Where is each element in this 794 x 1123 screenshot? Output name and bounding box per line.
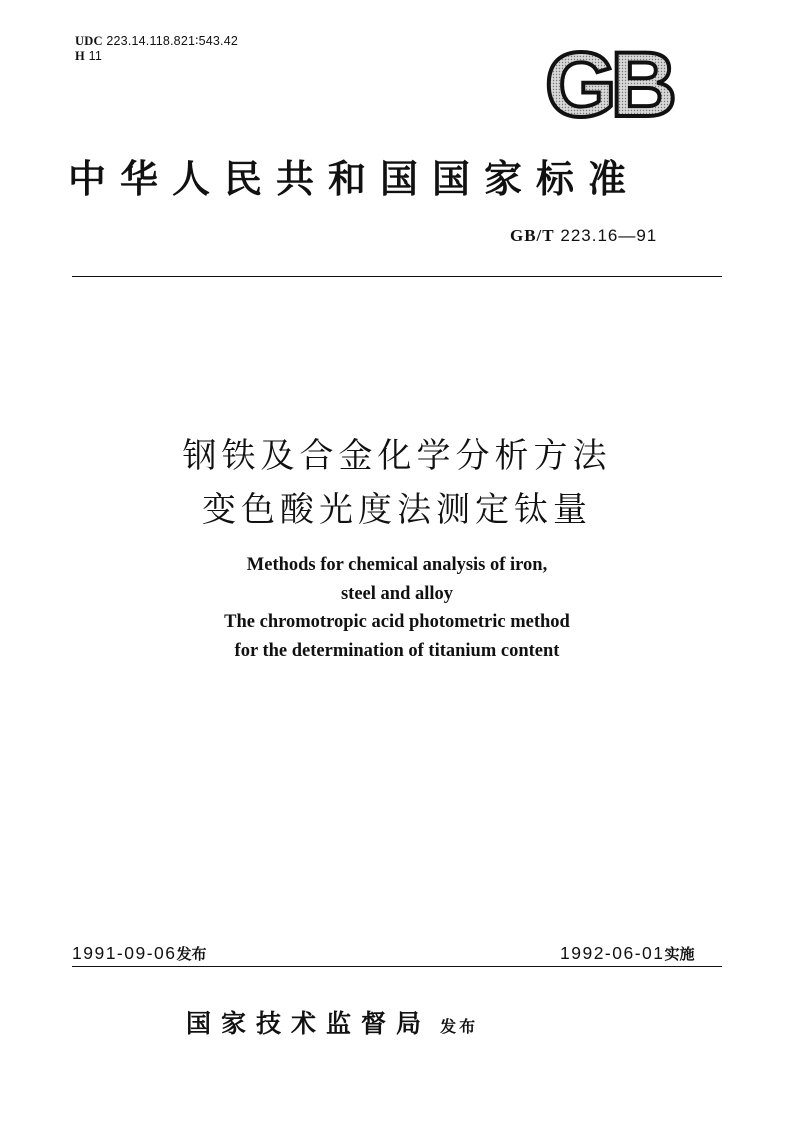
issued-date-block <box>72 943 207 964</box>
issuer-organization: 国家技术监督局 <box>186 1009 432 1038</box>
english-title-line-1: Methods for chemical analysis of iron, <box>246 555 548 575</box>
english-title-line-3: The chromotropic acid photometric method <box>224 612 570 632</box>
effective-label: 实施 <box>664 945 695 963</box>
chinese-title-line-1: 钢铁及合金化学分析方法 <box>182 436 612 476</box>
h-line <box>75 49 238 64</box>
effective-date-block <box>560 943 695 964</box>
udc-line <box>75 34 238 49</box>
english-title-line-2: steel and alloy <box>340 583 454 604</box>
english-title-line-4: for the determination of titanium content <box>234 640 560 661</box>
udc-value: 223.14.118.821∶543.42 <box>106 34 239 48</box>
udc-label: UDC <box>75 34 103 48</box>
issuer-block <box>186 1004 478 1040</box>
standard-prefix: GB/T <box>510 226 555 245</box>
top-divider <box>72 276 722 277</box>
english-title <box>0 551 794 665</box>
issued-label: 发布 <box>176 945 207 963</box>
chinese-title-line-2: 变色酸光度法测定钛量 <box>202 490 592 530</box>
h-value: 11 <box>88 49 103 63</box>
h-label: H <box>75 49 85 63</box>
effective-date: 1992-06-01 <box>560 943 665 963</box>
bottom-divider <box>72 966 722 967</box>
issuer-action: 发布 <box>440 1017 479 1036</box>
national-standard-heading: 中华人民共和国国家标准 <box>68 156 641 201</box>
standard-code: 223.16—91 <box>560 226 658 245</box>
gb-logo-icon <box>528 46 688 126</box>
classification-block <box>75 34 238 64</box>
issued-date: 1991-09-06 <box>72 943 177 963</box>
standard-number <box>510 226 657 246</box>
gb-logo-text: GB <box>545 46 671 126</box>
